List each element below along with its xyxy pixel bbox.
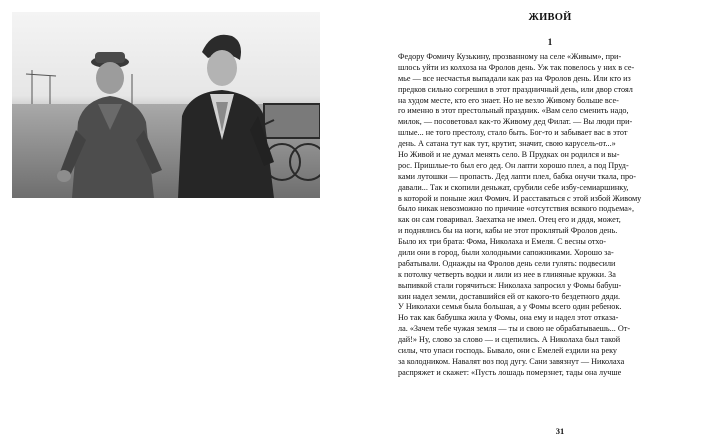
text-line: на худом месте, кто его знает. Но не везло Живому больше все- (398, 95, 619, 105)
text-line: Федору Фомичу Кузькину, прозванному на селе «Живым», при- (398, 52, 622, 61)
text-line: в которой и поныне жил Фомич. И расставаться с этой избой Живому (398, 193, 642, 203)
body-text (398, 52, 714, 379)
text-line: как он сам говаривал. Заехатка не имел. Отец его и дядя, может, (398, 215, 621, 225)
text-line: было никак невозможно по причине «отсутствия всякого подъема», (398, 204, 635, 214)
chapter-number: 1 (547, 38, 553, 48)
photo-two-men (12, 12, 320, 198)
text-line: давали... Так и скопили деньжат, срубили себе избу-семиаршинку, (398, 182, 629, 192)
text-line: Было их три брата: Фома, Николаха и Емеля. С весны отхо- (398, 237, 607, 247)
text-line: шлые... не того престолу, стало быть. Бог-то и забывает вас в этот (398, 128, 628, 138)
text-line: Но так как бабушка жила у Фомы, она ему и надел этот отказа- (398, 313, 619, 323)
text-line: шлось уйти из колхоза на Фролов день. Уж так повелось у них в се- (398, 62, 635, 72)
article-title: ЖИВОЙ (528, 12, 572, 23)
text-line: предков сильно согрешил в этот праздничный день, или двор стоял (398, 84, 633, 94)
text-line: милок, — посоветовал как-то Живому дед Филат. — Вы люди при- (398, 117, 633, 127)
text-line: дай!» Ну, слово за слово — и сцепились. А Николаха был такой (398, 335, 621, 345)
page-number: 31 (555, 426, 565, 436)
text-line: выпивкой стали горячиться: Николаха запросил у Фомы бабуш- (398, 280, 622, 290)
text-line: рос. Пришлые-то был его дед. Он лапти хорошо плел, а под Пруд- (398, 160, 629, 170)
text-line: го именно в этот престольный праздник. «Вам село сменить надо, (398, 106, 629, 116)
text-line: и поднялись бы на ноги, кабы не этот проклятый Фролов день. (398, 226, 618, 236)
text-line: У Николахи семья была большая, а у Фомы всего один ребенок. (398, 302, 622, 312)
text-line: день. А сатана тут как тут, крутит, значит, свою карусель-от...» (398, 139, 616, 149)
text-line: кин надел земли, доставшийся ей от какого-то бездетного дяди. (398, 291, 621, 301)
text-line: силы, что упаси господь. Бывало, они с Емелей ездили на реку (398, 346, 618, 356)
text-line: Но Живой и не думал менять село. В Прудках он родился и вы- (398, 150, 620, 160)
text-line: ла. «Зачем тебе чужая земля — ты и свою не обрабатываешь... От- (398, 324, 631, 334)
text-line: к потолку четверть водки и лили из нее в глиняные кружки. За (398, 269, 616, 279)
text-line: дили они в город, были холодными сапожниками. Хорошо за- (398, 248, 614, 258)
archival-photo (12, 12, 320, 198)
text-line: за колодником. Навалят воз под дугу. Сани завязнут — Николаха (398, 356, 625, 366)
text-line: мье — все несчастья выпадали как раз на Фролов день. Или кто из (398, 73, 631, 83)
text-line: рабатывали. Однажды на Фролов день сели гулять: подвесили (398, 258, 616, 268)
text-line: распряжет и скажет: «Пусть лошадь померзнет, тады она лучше (398, 367, 622, 377)
text-line: ками лутошки — пропасть. Дед лапти плел, бабка онучи ткала, про- (398, 171, 636, 181)
